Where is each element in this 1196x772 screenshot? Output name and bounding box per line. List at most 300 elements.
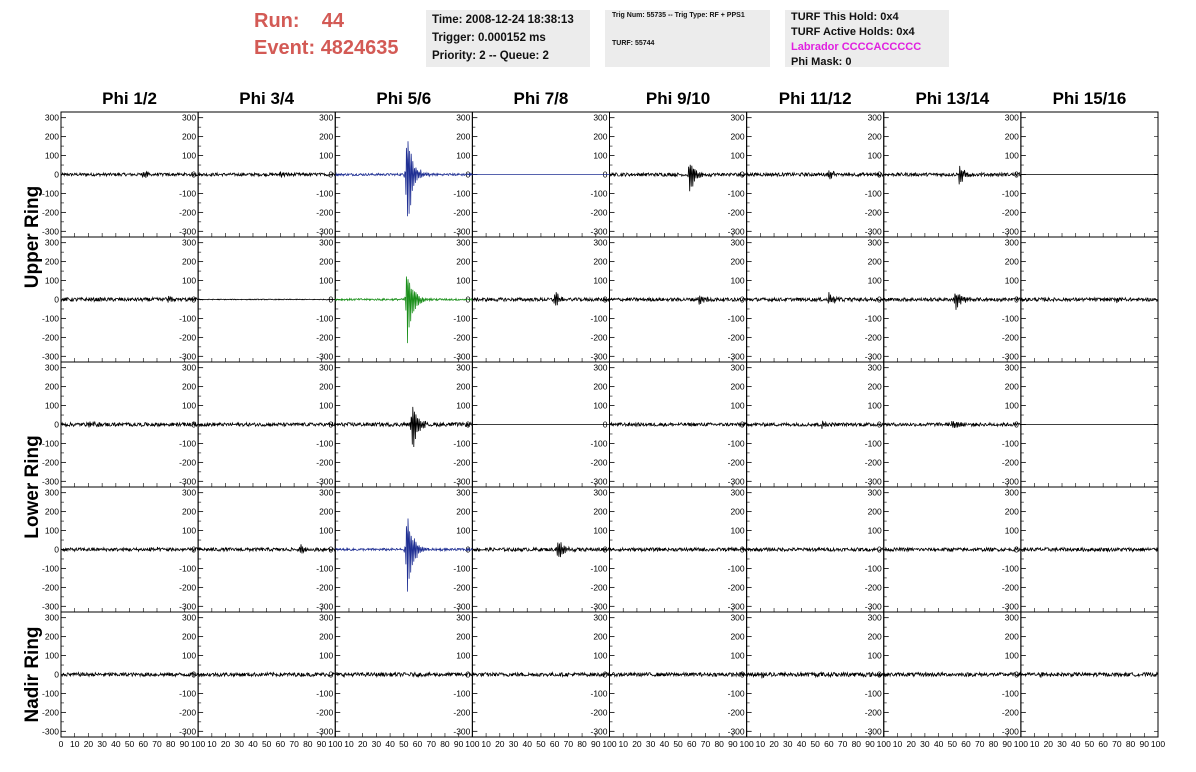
y-tick-label: -300 xyxy=(41,351,59,362)
waveform-trace xyxy=(61,547,198,551)
y-tick-label: 0 xyxy=(739,669,745,680)
y-tick-label: 100 xyxy=(181,525,197,536)
x-tick-label: 80 xyxy=(714,739,724,749)
x-tick-label: 70 xyxy=(563,739,574,749)
y-tick-label: 0 xyxy=(465,544,471,555)
y-tick-label: 200 xyxy=(44,506,59,517)
y-tick-label: -300 xyxy=(41,226,59,237)
y-tick-label: 300 xyxy=(867,237,882,248)
x-tick-label: 70 xyxy=(426,739,436,749)
x-tick-label: 60 xyxy=(1098,739,1108,749)
y-tick-label: 200 xyxy=(730,381,745,392)
y-tick-label: -300 xyxy=(727,226,745,237)
y-tick-label: 300 xyxy=(593,112,608,123)
y-tick-label: 100 xyxy=(867,400,882,411)
y-tick-label: 100 xyxy=(456,650,471,661)
y-tick-label: 300 xyxy=(319,112,334,123)
y-tick-label: 300 xyxy=(1004,112,1019,123)
y-tick-label: -200 xyxy=(453,332,471,343)
x-tick-label: 60 xyxy=(687,739,697,749)
column-header: Phi 13/14 xyxy=(915,89,990,108)
y-tick-label: 200 xyxy=(1004,631,1019,642)
y-tick-label: 100 xyxy=(319,650,334,661)
y-tick-label: 200 xyxy=(181,506,197,517)
y-tick-label: -300 xyxy=(1001,476,1019,487)
y-tick-label: -100 xyxy=(179,438,197,449)
x-tick-label: 90 xyxy=(453,739,464,749)
waveform-trace xyxy=(610,423,747,426)
y-tick-label: 200 xyxy=(44,256,59,267)
y-tick-label: 100 xyxy=(593,650,608,661)
y-tick-label: 0 xyxy=(877,544,882,555)
y-tick-label: -300 xyxy=(179,726,197,737)
y-tick-label: -300 xyxy=(864,351,882,362)
x-tick-label: 100 xyxy=(739,739,754,749)
x-tick-label: 80 xyxy=(988,739,999,749)
y-tick-label: -200 xyxy=(41,332,59,343)
y-tick-label: 300 xyxy=(44,112,59,123)
x-tick-label: 30 xyxy=(234,739,244,749)
y-tick-label: 0 xyxy=(191,294,197,305)
y-tick-label: 300 xyxy=(730,237,745,248)
y-tick-label: 200 xyxy=(181,381,197,392)
y-tick-label: 100 xyxy=(44,275,59,286)
y-tick-label: -100 xyxy=(179,313,197,324)
y-tick-label: 0 xyxy=(465,169,471,180)
y-tick-label: 0 xyxy=(739,419,745,430)
y-tick-label: 0 xyxy=(328,294,334,305)
x-tick-label: 100 xyxy=(1150,739,1166,749)
x-tick-label: 10 xyxy=(1029,739,1040,749)
x-tick-label: 40 xyxy=(522,739,532,749)
y-tick-label: 200 xyxy=(1004,506,1019,517)
waveform-trace xyxy=(472,292,609,305)
y-tick-label: 300 xyxy=(730,362,745,373)
y-tick-label: 300 xyxy=(319,487,334,498)
waveform-trace xyxy=(610,296,747,305)
y-tick-label: 0 xyxy=(877,669,882,680)
y-tick-label: 100 xyxy=(867,650,882,661)
x-tick-label: 20 xyxy=(83,739,94,749)
x-tick-label: 70 xyxy=(975,739,985,749)
y-tick-label: 300 xyxy=(593,362,608,373)
y-tick-label: 0 xyxy=(739,169,745,180)
y-tick-label: 0 xyxy=(54,669,59,680)
y-tick-label: 200 xyxy=(319,256,334,267)
y-tick-label: -200 xyxy=(316,332,334,343)
y-tick-label: -100 xyxy=(179,563,197,574)
y-tick-label: 0 xyxy=(465,294,471,305)
y-tick-label: 200 xyxy=(181,131,197,142)
y-tick-label: 0 xyxy=(465,419,471,430)
y-tick-label: 100 xyxy=(730,400,745,411)
labrador-text: Labrador CCCCACCCCC xyxy=(791,41,922,53)
y-tick-label: 300 xyxy=(730,487,745,498)
y-tick-label: 200 xyxy=(1004,131,1019,142)
y-tick-label: 0 xyxy=(191,544,197,555)
x-tick-label: 10 xyxy=(481,739,491,749)
y-tick-label: 100 xyxy=(319,275,334,286)
x-tick-label: 30 xyxy=(645,739,656,749)
y-tick-label: -100 xyxy=(453,688,471,699)
column-header: Phi 7/8 xyxy=(513,89,569,108)
y-tick-label: -200 xyxy=(179,457,197,468)
x-tick-label: 80 xyxy=(440,739,450,749)
y-tick-label: -200 xyxy=(1001,582,1019,593)
x-tick-label: 60 xyxy=(824,739,834,749)
y-tick-label: 200 xyxy=(319,506,334,517)
x-tick-label: 90 xyxy=(728,739,738,749)
y-tick-label: 0 xyxy=(328,419,334,430)
y-tick-label: -300 xyxy=(864,601,882,612)
y-tick-label: -200 xyxy=(179,207,197,218)
y-tick-label: -200 xyxy=(316,707,334,718)
y-tick-label: -300 xyxy=(453,726,471,737)
y-tick-label: 200 xyxy=(730,631,745,642)
y-tick-label: 300 xyxy=(456,487,471,498)
y-tick-label: -300 xyxy=(590,601,608,612)
x-tick-label: 80 xyxy=(1125,739,1136,749)
y-tick-label: -300 xyxy=(453,601,471,612)
y-tick-label: 100 xyxy=(456,275,471,286)
y-tick-label: -300 xyxy=(316,351,334,362)
y-tick-label: 100 xyxy=(181,400,197,411)
y-tick-label: -200 xyxy=(179,332,197,343)
x-tick-label: 20 xyxy=(769,739,779,749)
y-tick-label: -200 xyxy=(316,207,334,218)
waveform-trace xyxy=(61,419,198,430)
y-tick-label: 200 xyxy=(44,381,59,392)
x-tick-label: 100 xyxy=(328,739,343,749)
y-tick-label: 200 xyxy=(181,631,197,642)
x-tick-label: 20 xyxy=(906,739,916,749)
y-tick-label: 100 xyxy=(867,275,882,286)
y-tick-label: 0 xyxy=(328,544,334,555)
y-tick-label: 0 xyxy=(602,294,608,305)
y-tick-label: 300 xyxy=(867,362,882,373)
y-tick-label: 300 xyxy=(1004,612,1019,623)
x-tick-label: 70 xyxy=(289,739,299,749)
y-tick-label: -100 xyxy=(590,313,608,324)
y-tick-label: 200 xyxy=(730,256,745,267)
x-tick-label: 50 xyxy=(1084,739,1095,749)
y-tick-label: 300 xyxy=(1004,362,1019,373)
y-tick-label: -200 xyxy=(1001,707,1019,718)
x-tick-label: 30 xyxy=(97,739,107,749)
y-tick-label: 0 xyxy=(1014,544,1019,555)
x-tick-label: 20 xyxy=(632,739,642,749)
x-tick-label: 30 xyxy=(1057,739,1067,749)
y-tick-label: 300 xyxy=(319,237,334,248)
y-tick-label: -100 xyxy=(453,188,471,199)
y-tick-label: -100 xyxy=(316,188,334,199)
x-tick-label: 100 xyxy=(191,739,206,749)
x-tick-label: 90 xyxy=(1139,739,1150,749)
column-header: Phi 1/2 xyxy=(102,89,157,108)
time-text: Time: 2008-12-24 18:38:13 xyxy=(432,14,574,26)
y-tick-label: -200 xyxy=(864,332,882,343)
waveform-trace xyxy=(472,542,609,557)
y-tick-label: -200 xyxy=(590,582,608,593)
y-tick-label: 200 xyxy=(456,381,471,392)
x-tick-label: 60 xyxy=(275,739,286,749)
y-tick-label: -100 xyxy=(1001,188,1019,199)
y-tick-label: -200 xyxy=(864,457,882,468)
y-tick-label: -300 xyxy=(1001,226,1019,237)
x-tick-label: 10 xyxy=(892,739,903,749)
y-tick-label: 100 xyxy=(730,275,745,286)
y-tick-label: 0 xyxy=(54,294,59,305)
x-tick-label: 50 xyxy=(124,739,135,749)
y-tick-label: -200 xyxy=(453,707,471,718)
y-tick-label: 100 xyxy=(181,150,197,161)
y-tick-label: -300 xyxy=(864,476,882,487)
x-tick-label: 30 xyxy=(783,739,793,749)
y-tick-label: 100 xyxy=(867,525,882,536)
y-tick-label: -200 xyxy=(41,582,59,593)
y-tick-label: 0 xyxy=(54,169,59,180)
y-tick-label: 300 xyxy=(181,612,197,623)
y-tick-label: 200 xyxy=(319,131,334,142)
y-tick-label: -100 xyxy=(453,313,471,324)
x-tick-label: 70 xyxy=(152,739,162,749)
column-header: Phi 3/4 xyxy=(239,89,295,108)
y-tick-label: 100 xyxy=(593,525,608,536)
y-tick-label: 300 xyxy=(44,487,59,498)
y-tick-label: 100 xyxy=(181,275,197,286)
y-tick-label: 0 xyxy=(739,544,745,555)
y-tick-label: -300 xyxy=(179,226,197,237)
y-tick-label: -100 xyxy=(453,563,471,574)
column-header: Phi 9/10 xyxy=(645,89,711,108)
waveform-trace xyxy=(610,165,747,192)
y-tick-label: -100 xyxy=(727,438,745,449)
waveform-trace xyxy=(61,169,198,180)
y-tick-label: -100 xyxy=(864,313,882,324)
y-tick-label: 300 xyxy=(44,237,59,248)
y-tick-label: 0 xyxy=(877,294,882,305)
y-tick-label: 0 xyxy=(191,669,197,680)
y-tick-label: 100 xyxy=(44,400,59,411)
y-tick-label: -100 xyxy=(727,563,745,574)
y-tick-label: 300 xyxy=(181,362,197,373)
y-tick-label: 0 xyxy=(877,419,882,430)
x-tick-label: 40 xyxy=(1070,739,1081,749)
y-tick-label: -200 xyxy=(590,207,608,218)
y-tick-label: 100 xyxy=(319,525,334,536)
y-tick-label: -200 xyxy=(316,457,334,468)
y-tick-label: -300 xyxy=(41,476,59,487)
y-tick-label: -100 xyxy=(864,563,882,574)
y-tick-label: 300 xyxy=(593,237,608,248)
x-tick-label: 20 xyxy=(1043,739,1054,749)
y-tick-label: 100 xyxy=(593,150,608,161)
waveform-trace xyxy=(1021,672,1158,678)
y-tick-label: 200 xyxy=(593,381,608,392)
y-tick-label: -300 xyxy=(453,226,471,237)
y-tick-label: -100 xyxy=(316,688,334,699)
y-tick-label: -300 xyxy=(179,351,197,362)
y-tick-label: -200 xyxy=(727,457,745,468)
y-tick-label: 200 xyxy=(593,256,608,267)
x-tick-label: 50 xyxy=(399,739,409,749)
y-tick-label: 300 xyxy=(1004,237,1019,248)
y-tick-label: 100 xyxy=(319,150,334,161)
y-tick-label: 0 xyxy=(602,669,608,680)
event-value: 4824635 xyxy=(320,37,399,59)
y-tick-label: -300 xyxy=(590,476,608,487)
y-tick-label: 0 xyxy=(1014,419,1019,430)
y-tick-label: -100 xyxy=(590,438,608,449)
y-tick-label: 300 xyxy=(867,112,882,123)
y-tick-label: 200 xyxy=(456,256,471,267)
y-tick-label: -100 xyxy=(727,188,745,199)
x-tick-label: 10 xyxy=(69,739,80,749)
y-tick-label: -300 xyxy=(179,601,197,612)
y-tick-label: -300 xyxy=(590,351,608,362)
y-tick-label: 200 xyxy=(867,131,882,142)
y-tick-label: -300 xyxy=(590,726,608,737)
y-tick-label: -200 xyxy=(41,457,59,468)
waveform-trace xyxy=(884,673,1021,677)
waveform-trace xyxy=(747,548,884,551)
x-tick-label: 10 xyxy=(207,739,217,749)
y-tick-label: 0 xyxy=(877,169,882,180)
waveform-trace xyxy=(335,519,472,592)
y-tick-label: 100 xyxy=(730,525,745,536)
y-tick-label: 0 xyxy=(191,169,197,180)
y-tick-label: -200 xyxy=(453,457,471,468)
column-header: Phi 5/6 xyxy=(376,89,432,108)
y-tick-label: -200 xyxy=(453,582,471,593)
y-tick-label: -100 xyxy=(727,688,745,699)
y-tick-label: 300 xyxy=(319,612,334,623)
x-tick-label: 90 xyxy=(591,739,601,749)
y-tick-label: 200 xyxy=(456,506,471,517)
y-tick-label: -100 xyxy=(179,688,197,699)
waveform-trace xyxy=(198,299,335,300)
y-tick-label: -300 xyxy=(864,226,882,237)
waveform-trace xyxy=(747,669,884,680)
waveform-trace xyxy=(198,423,335,426)
y-tick-label: 200 xyxy=(181,256,197,267)
x-tick-label: 10 xyxy=(755,739,766,749)
y-tick-label: 100 xyxy=(44,150,59,161)
waveform-trace xyxy=(472,673,609,677)
x-tick-label: 50 xyxy=(947,739,958,749)
y-tick-label: 300 xyxy=(319,362,334,373)
x-tick-label: 60 xyxy=(961,739,971,749)
y-tick-label: 300 xyxy=(181,237,197,248)
waveform-trace xyxy=(610,548,747,551)
y-tick-label: 100 xyxy=(1004,150,1019,161)
waveform-trace xyxy=(1021,298,1158,303)
y-tick-label: -300 xyxy=(864,726,882,737)
x-tick-label: 50 xyxy=(673,739,683,749)
y-tick-label: -100 xyxy=(1001,313,1019,324)
x-tick-label: 100 xyxy=(1013,739,1028,749)
x-tick-label: 70 xyxy=(837,739,848,749)
x-tick-label: 40 xyxy=(933,739,944,749)
y-tick-label: -200 xyxy=(1001,207,1019,218)
x-tick-label: 50 xyxy=(536,739,546,749)
y-tick-label: 0 xyxy=(1014,294,1019,305)
y-tick-label: 200 xyxy=(1004,381,1019,392)
y-tick-label: 100 xyxy=(456,150,471,161)
event-label: Event: xyxy=(254,37,316,59)
y-tick-label: 200 xyxy=(44,131,59,142)
waveform-trace xyxy=(198,673,335,677)
x-tick-label: 60 xyxy=(412,739,423,749)
y-tick-label: 200 xyxy=(44,631,59,642)
y-tick-label: -300 xyxy=(453,476,471,487)
x-tick-label: 20 xyxy=(357,739,368,749)
y-tick-label: -300 xyxy=(41,601,59,612)
waveform-trace xyxy=(747,170,884,179)
x-tick-label: 30 xyxy=(371,739,382,749)
y-tick-label: 100 xyxy=(181,650,197,661)
waveform-trace xyxy=(335,141,472,216)
y-tick-label: -300 xyxy=(41,726,59,737)
y-tick-label: -200 xyxy=(1001,332,1019,343)
x-tick-label: 10 xyxy=(618,739,628,749)
x-tick-label: 100 xyxy=(602,739,617,749)
waveform-trace xyxy=(335,673,472,677)
x-tick-label: 30 xyxy=(920,739,930,749)
y-tick-label: -100 xyxy=(1001,438,1019,449)
x-tick-label: 40 xyxy=(385,739,395,749)
y-tick-label: 100 xyxy=(44,650,59,661)
y-tick-label: 0 xyxy=(54,419,59,430)
y-tick-label: -200 xyxy=(590,332,608,343)
y-tick-label: -300 xyxy=(316,476,334,487)
y-tick-label: -100 xyxy=(316,563,334,574)
y-tick-label: 200 xyxy=(319,631,334,642)
y-tick-label: -100 xyxy=(179,188,197,199)
y-tick-label: 100 xyxy=(456,525,471,536)
y-tick-label: -300 xyxy=(316,726,334,737)
y-tick-label: 300 xyxy=(730,112,745,123)
y-tick-label: -100 xyxy=(590,688,608,699)
y-tick-label: -200 xyxy=(864,207,882,218)
y-tick-label: -200 xyxy=(41,207,59,218)
y-tick-label: -300 xyxy=(590,226,608,237)
y-tick-label: 200 xyxy=(593,131,608,142)
y-tick-label: 200 xyxy=(1004,256,1019,267)
y-tick-label: 300 xyxy=(44,612,59,623)
trig-num-text: Trig Num: 55735 -- Trig Type: RF + PPS1 xyxy=(612,12,745,19)
y-tick-label: 200 xyxy=(456,131,471,142)
y-tick-label: 0 xyxy=(54,544,59,555)
y-tick-label: 0 xyxy=(602,544,608,555)
x-tick-label: 10 xyxy=(344,739,354,749)
waveform-trace xyxy=(1021,548,1158,552)
y-tick-label: -200 xyxy=(179,707,197,718)
y-tick-label: -300 xyxy=(453,351,471,362)
y-tick-label: -100 xyxy=(316,313,334,324)
y-tick-label: -200 xyxy=(727,707,745,718)
y-tick-label: -100 xyxy=(41,313,59,324)
y-tick-label: -300 xyxy=(316,601,334,612)
x-tick-label: 20 xyxy=(220,739,231,749)
y-tick-label: 300 xyxy=(456,612,471,623)
y-tick-label: -200 xyxy=(727,582,745,593)
x-tick-label: 90 xyxy=(865,739,875,749)
y-tick-label: -100 xyxy=(864,688,882,699)
waveform-trace xyxy=(61,296,198,303)
x-tick-label: 60 xyxy=(138,739,149,749)
waveform-trace xyxy=(610,673,747,677)
